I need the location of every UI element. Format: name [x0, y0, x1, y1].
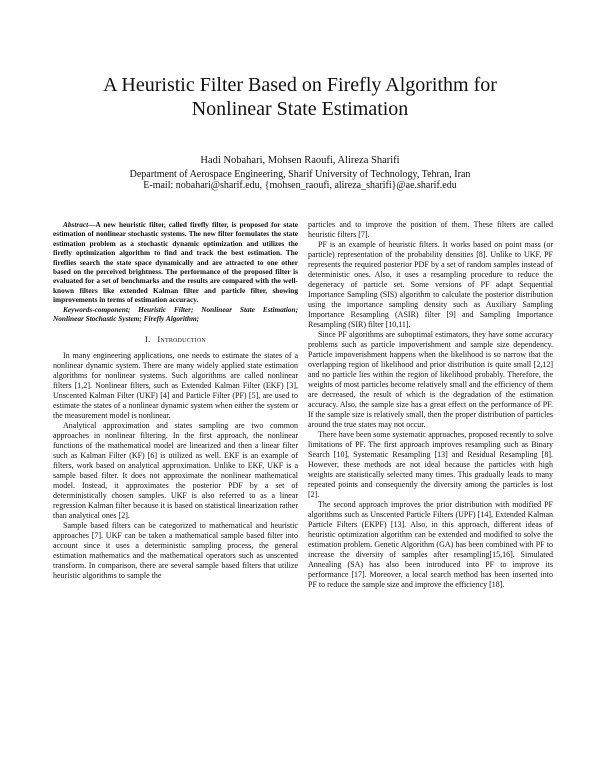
right-column: [308, 220, 553, 590]
paragraph: The second approach improves the prior distribution with modified PF algorithms such as Unscented Particle Filters (UPF) [14], Extended Kalman Particle Filters (EKPF) [13]. Also, in this approach, different ideas of heuristic optimization algorithm can be extended and modified to solve the estimation problem. Genetic Algorithm (GA) has been combined with PF to increase the diversity of samples after resampling[15,16]. Simulated Annealing (SA) has also been introduced into PF to improve its performance [17]. Moreover, a local search method has been inserted into PF to reduce the sample size and improve the efficiency [18].: [308, 500, 553, 589]
title-line-2: Nonlinear State Estimation: [191, 98, 409, 120]
paragraph: In many engineering applications, one needs to estimate the states of a nonlinear dynamic system. There are many widely applied state estimation algorithms for nonlinear systems. Such algorithms are called nonlinear filters [1,2]. Nonlinear filters, such as Extended Kalman Filter (EKF) [3], Unscented Kalman Filter (UKF) [4] and Particle Filter (PF) [5], are used to estimate the states of a nonlinear dynamic system when either the system or the measurement model is nonlinear.: [53, 351, 298, 421]
keywords: Keywords-component; Heuristic Filter; Nonlinear State Estimation; Nonlinear Stochastic System; Firefly Algorithm;: [53, 304, 298, 324]
section-heading: [53, 334, 298, 344]
paragraph: Since PF algorithms are suboptimal estimators, they have some accuracy problems such as particle impoverishment and sample size dependency. Particle impoverishment happens when the likelihood is so narrow that the overlapping region of likelihood and prior distribution is quite small [2,12] and no particle lies within the region of likelihood probably. Therefore, the weights of most particles become relatively small and the efficiency of them are decreased, the result of which is the degradation of the estimation accuracy. Also, the sample size has a great effect on the performance of PF. If the sample size is relatively small, then the proper distribution of particles around the true states may not occur.: [308, 330, 553, 429]
author-block: [40, 155, 560, 191]
author-names: Hadi Nobahari, Mohsen Raoufi, Alireza Sharifi: [200, 155, 400, 166]
abstract-label: Abstract: [63, 220, 89, 229]
section-title: Introduction: [157, 334, 206, 345]
paragraph: particles and to improve the position of them. These filters are called heuristic filters [7].: [308, 220, 553, 239]
paragraph: PF is an example of heuristic filters. It works based on point mass (or particle) representation of the probability densities [8]. Unlike to UKF, PF represents the required posterior PDF by a set of random samples instead of deterministic ones. Also, it uses a resampling procedure to reduce the degeneracy of particle set. Some versions of PF adapt Sequential Importance Sampling (SIS) algorithm to calculate the posterior distribution using the importance sampling density such as Auxiliary Sampling Importance Resampling (ASIR) filter [9] and Sampling Importance Resampling (SIR) filter [10,11].: [308, 240, 553, 329]
title-line-1: A Heuristic Filter Based on Firefly Algorithm for: [103, 74, 497, 96]
email-line: E-mail: nobahari@sharif.edu, {mohsen_raoufi, alireza_sharifi}@ae.sharif.edu: [143, 180, 457, 191]
abstract-text: —A new heuristic filter, called firefly filter, is proposed for state estimation of nonlinear stochastic systems. The new filter formulates the state estimation problem as a stochastic dynamic optimization and utilizes the firefly optimization algorithm to find and track the best estimation. The fireflies search the state space dynamically and are attracted to one other based on the perceived brightness. The performance of the proposed filter is evaluated for a set of benchmarks and the results are compared with the well-known filters like extended Kalman filter and particle filter, showing improvements in terms of estimation accuracy.: [53, 220, 298, 305]
left-column: [53, 220, 298, 581]
paragraph: Analytical approximation and states sampling are two common approaches in nonlinear filtering. In the first approach, the nonlinear functions of the mathematical model are linearized and then a linear filter such as Kalman Filter (KF) [6] is utilized as well. EKF is an example of filters, work based on analytical approximation. Unlike to EKF, UKF is a sample based filter. It does not approximate the nonlinear mathematical model. Instead, it approximates the posterior PDF by a set of deterministically chosen samples. UKF is also referred to as a linear regression Kalman filter because it is based on statistical linearization rather than analytical ones [2].: [53, 421, 298, 521]
abstract: [53, 220, 298, 305]
paragraph: Sample based filters can be categorized to mathematical and heuristic approaches [7]. UKF can be taken a mathematical sample based filter into account since it uses a deterministic sampling process, the general estimation mathematics and the mathematical operators such as unscented transform. In comparison, there are several sample based filters that utilize heuristic algorithms to sample the: [53, 521, 298, 581]
affiliation: Department of Aerospace Engineering, Sharif University of Technology, Tehran, Iran: [129, 169, 471, 180]
paper-title: [40, 73, 560, 121]
section-number: I.: [145, 334, 151, 345]
paragraph: There have been some systematic approaches, proposed recently to solve limitations of PF. The first approach improves resampling such as Binary Search [10], Systematic Resampling [13] and Residual Resampling [8]. However, these methods are not ideal because the particles with high weights are statistically selected many times. This gradually leads to many repeated points and consequently the diversity among the particles is lost [2].: [308, 430, 553, 499]
